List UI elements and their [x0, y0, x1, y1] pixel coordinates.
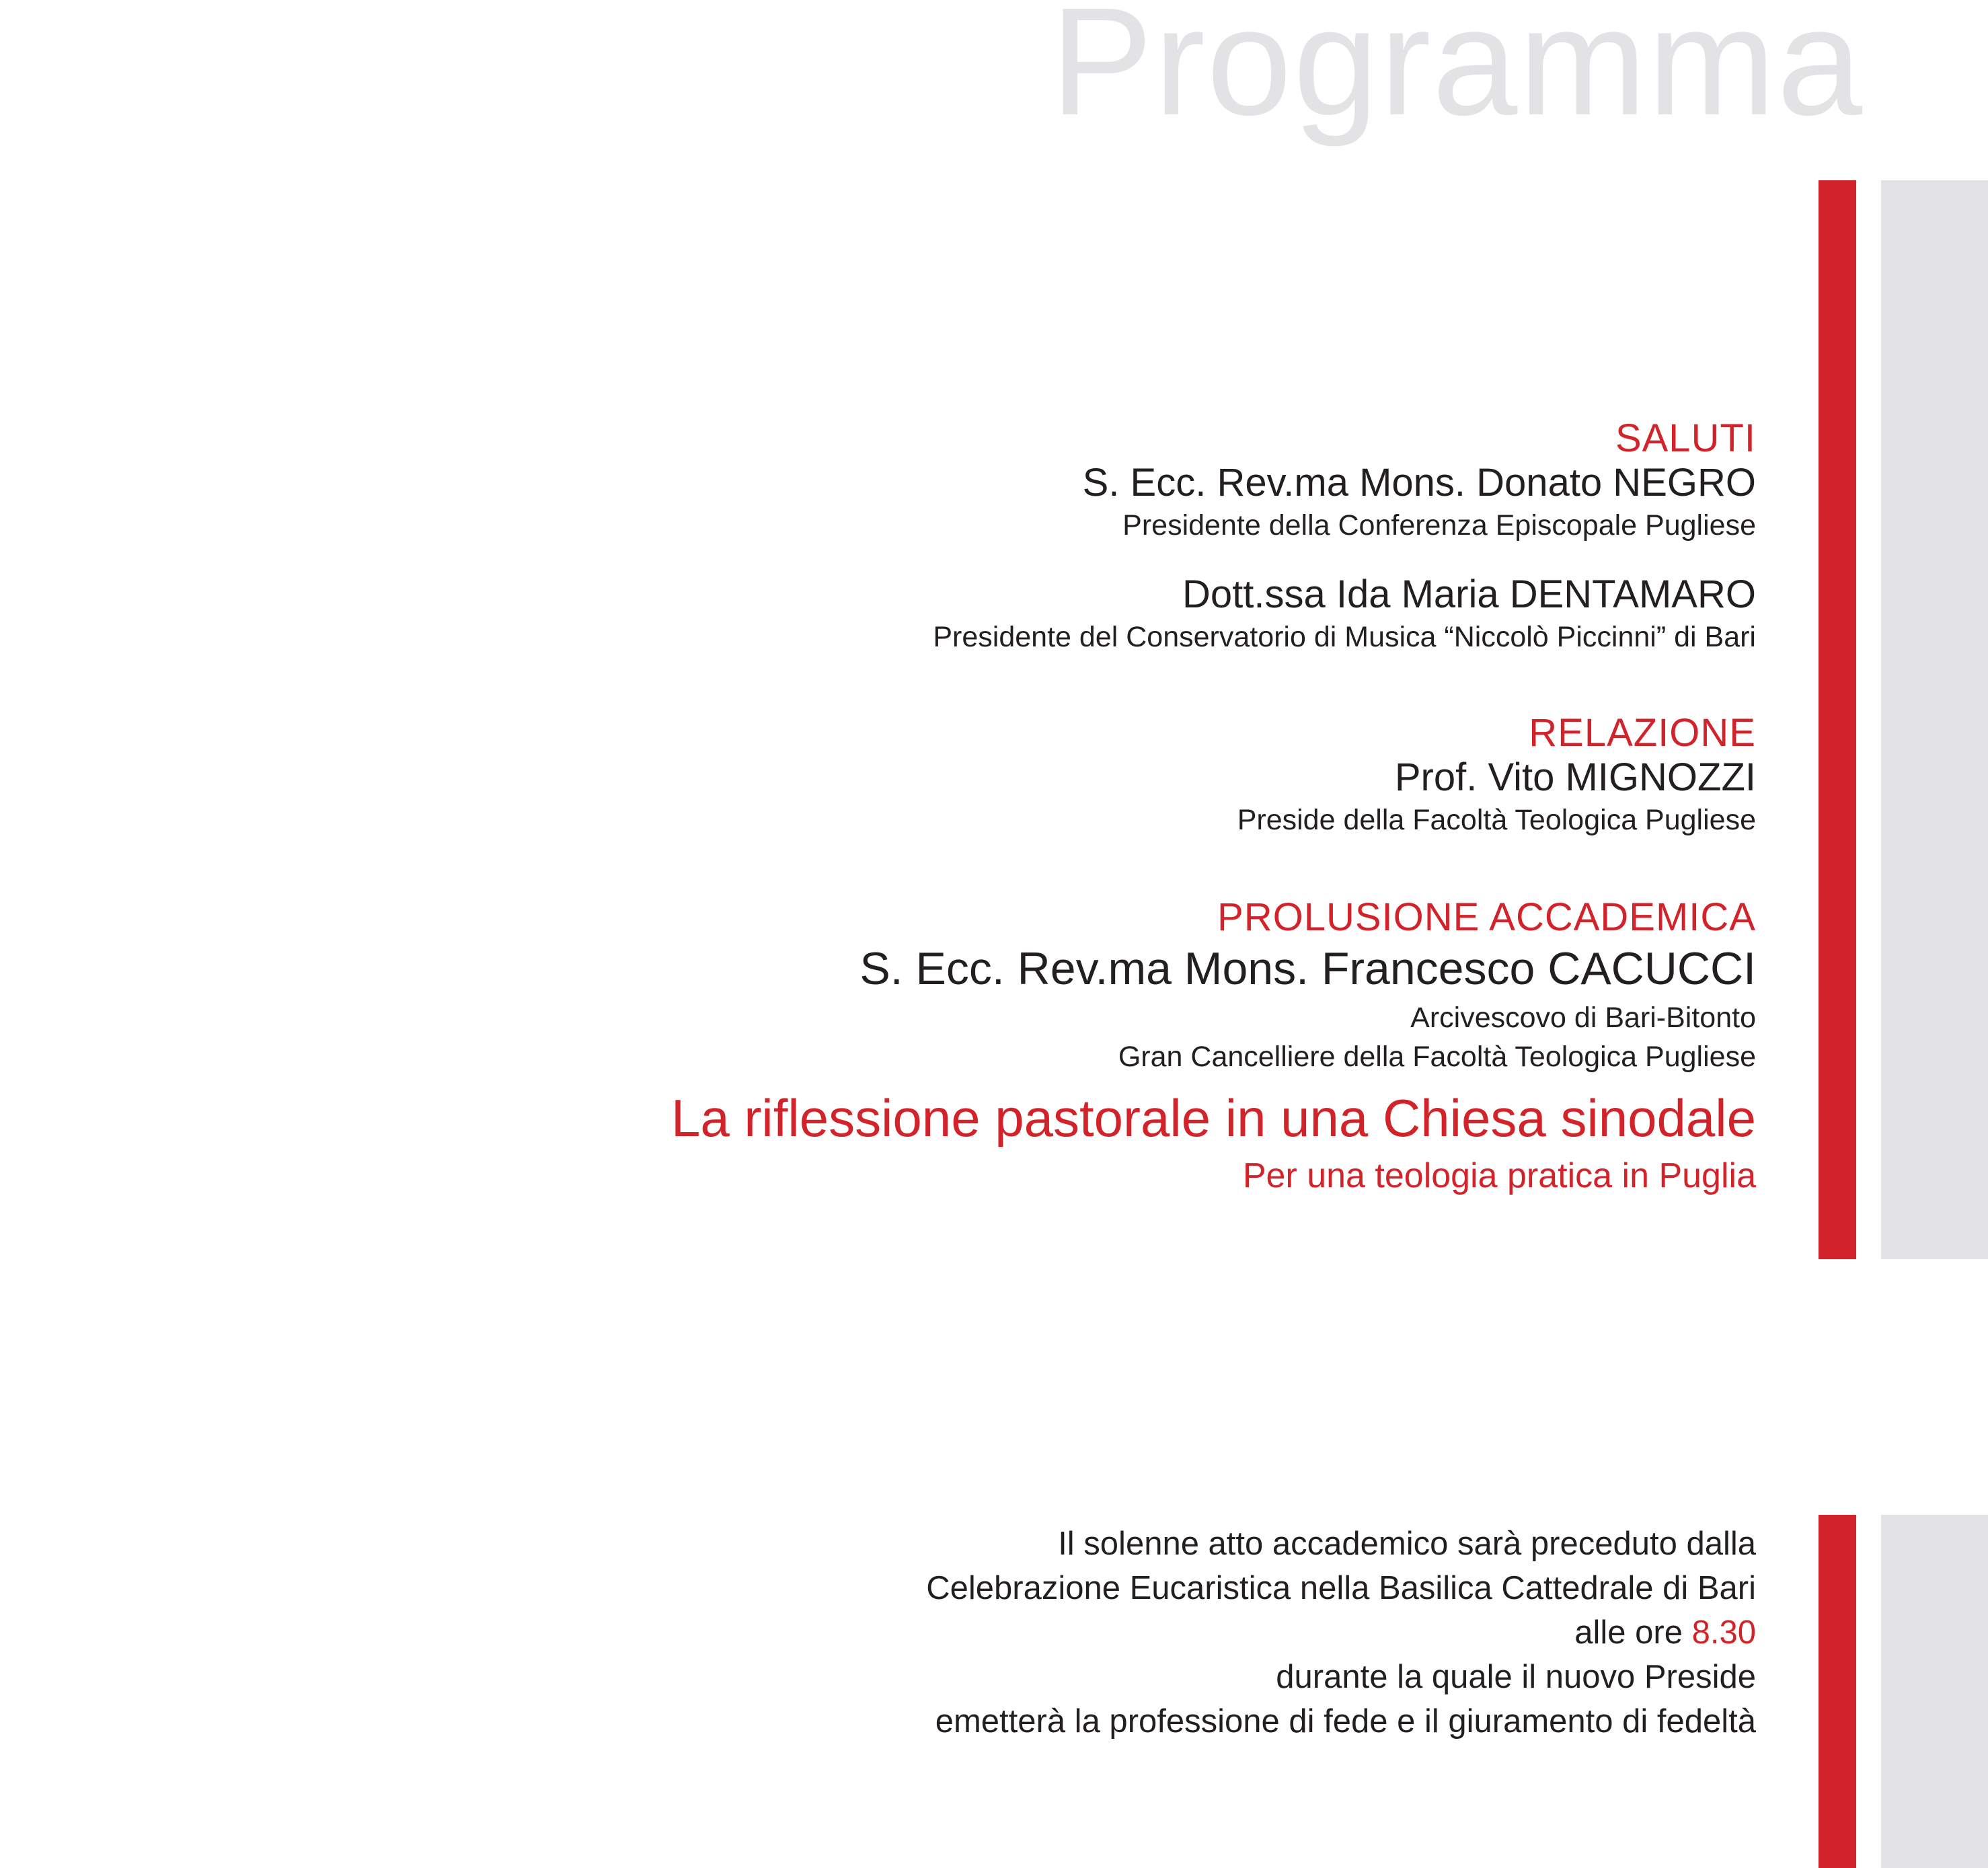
speaker-name: S. Ecc. Rev.ma Mons. Donato NEGRO	[1082, 461, 1756, 505]
note-line: Celebrazione Eucaristica nella Basilica Cattedrale di Bari	[926, 1570, 1756, 1606]
speaker-name: Dott.ssa Ida Maria DENTAMARO	[1182, 572, 1756, 616]
section-saluti	[142, 417, 1756, 657]
note-time-prefix: alle ore	[1574, 1614, 1683, 1651]
speaker-role: Preside della Facoltà Teologica Pugliese	[1237, 804, 1756, 836]
note-line: emetterà la professione di fede e il giuramento di fedeltà	[935, 1703, 1756, 1740]
speaker-name: S. Ecc. Rev.ma Mons. Francesco CACUCCI	[859, 943, 1756, 994]
red-accent-bar-top	[1819, 180, 1856, 1259]
section-prolusione	[142, 896, 1756, 1199]
program-content	[142, 417, 1756, 1199]
speaker-role: Arcivescovo di Bari-Bitonto	[1410, 1002, 1756, 1034]
ceremony-time: 8.30	[1691, 1614, 1756, 1651]
gray-band-top	[1881, 180, 1988, 1259]
note-line: Il solenne atto accademico sarà preceduto dalla	[1058, 1526, 1756, 1562]
speaker-role: Presidente del Conservatorio di Musica “Niccolò Piccinni” di Bari	[933, 621, 1756, 653]
gray-band-bottom	[1881, 1515, 1988, 1868]
section-heading-prolusione: PROLUSIONE ACCADEMICA	[1217, 895, 1756, 939]
talk-title: La riflessione pastorale in una Chiesa sinodale	[671, 1088, 1756, 1148]
ceremony-note	[142, 1522, 1756, 1744]
speaker-name: Prof. Vito MIGNOZZI	[1394, 755, 1756, 799]
note-line: durante la quale il nuovo Preside	[1276, 1659, 1756, 1695]
red-accent-bar-bottom	[1819, 1515, 1856, 1868]
talk-subtitle: Per una teologia pratica in Puglia	[1242, 1156, 1756, 1195]
note-line-time	[142, 1610, 1756, 1655]
section-heading-saluti: SALUTI	[1615, 416, 1756, 460]
speaker-role: Presidente della Conferenza Episcopale Pugliese	[1122, 509, 1756, 541]
speaker-role: Gran Cancelliere della Facoltà Teologica Pugliese	[1118, 1041, 1756, 1073]
page-title: Programma	[1050, 0, 1864, 147]
section-relazione	[142, 712, 1756, 839]
section-heading-relazione: RELAZIONE	[1529, 711, 1756, 755]
